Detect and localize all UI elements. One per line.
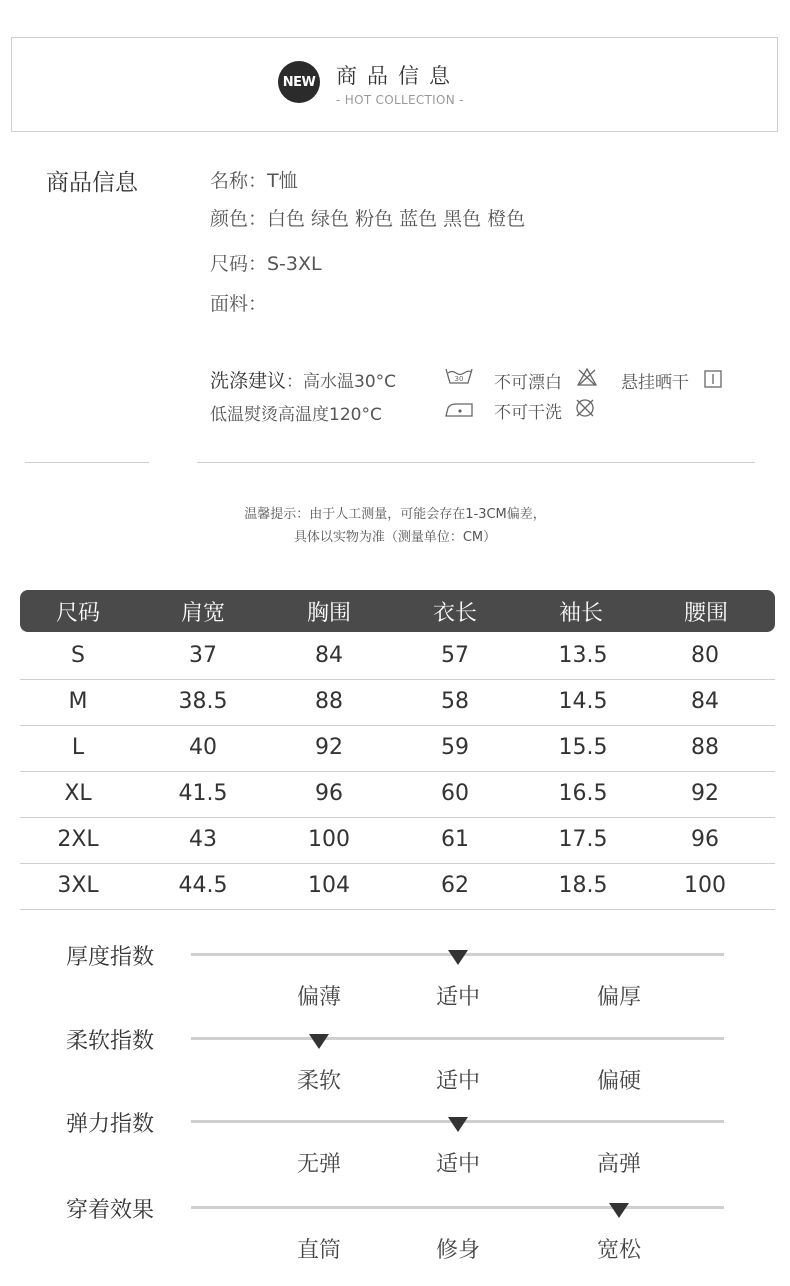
- cell-length: 61: [441, 827, 469, 852]
- cell-chest: 84: [315, 643, 343, 668]
- info-heading: 商品信息: [46, 170, 138, 196]
- table-row: [20, 863, 775, 910]
- header-subtitle: - HOT COLLECTION -: [336, 93, 464, 107]
- cell-shoulder: 38.5: [178, 689, 228, 714]
- cell-waist: 96: [691, 827, 719, 852]
- divider-left: [25, 462, 149, 463]
- cell-shoulder: 37: [189, 643, 217, 668]
- index-marker: [609, 1203, 629, 1218]
- no-bleach-text: 不可漂白: [494, 373, 562, 393]
- info-name: 名称：T恤: [210, 170, 298, 192]
- cell-length: 58: [441, 689, 469, 714]
- index-option: 偏硬: [596, 1069, 641, 1094]
- cell-shoulder: 43: [189, 827, 217, 852]
- index-label: 厚度指数: [66, 945, 155, 970]
- header-length: 衣长: [432, 601, 477, 626]
- index-option: 适中: [435, 985, 480, 1010]
- cell-size: 3XL: [57, 873, 99, 898]
- info-size: 尺码：S-3XL: [210, 253, 322, 275]
- cell-sleeve: 15.5: [558, 735, 608, 760]
- cell-sleeve: 13.5: [558, 643, 608, 668]
- index-label: 柔软指数: [66, 1029, 155, 1054]
- cell-chest: 104: [308, 873, 350, 898]
- cell-length: 62: [441, 873, 469, 898]
- wash-iron-temp: 低温熨烫高温度120°C: [210, 405, 382, 425]
- wash-water-temp: ：高水温30°C: [286, 372, 397, 392]
- cell-length: 57: [441, 643, 469, 668]
- header-size: 尺码: [55, 601, 100, 626]
- table-row: [20, 679, 775, 726]
- index-option: 适中: [435, 1152, 480, 1177]
- wash-tub-icon: [444, 366, 474, 390]
- table-row: [20, 633, 775, 680]
- cell-shoulder: 41.5: [178, 781, 228, 806]
- index-label: 穿着效果: [66, 1198, 155, 1223]
- cell-waist: 100: [684, 873, 726, 898]
- cell-chest: 100: [308, 827, 350, 852]
- index-option: 高弹: [596, 1152, 641, 1177]
- iron-icon: [444, 400, 474, 422]
- cell-size: M: [68, 689, 88, 714]
- cell-chest: 92: [315, 735, 343, 760]
- index-option: 偏厚: [596, 985, 641, 1010]
- header-chest: 胸围: [306, 601, 351, 626]
- cell-length: 60: [441, 781, 469, 806]
- tip-line-2: 具体以实物为准（测量单位：CM）: [293, 530, 497, 545]
- cell-waist: 84: [691, 689, 719, 714]
- hang-dry-icon: [704, 370, 722, 392]
- index-option: 适中: [435, 1069, 480, 1094]
- index-marker: [448, 1117, 468, 1132]
- wash-label: 洗涤建议: [210, 370, 287, 392]
- cell-sleeve: 17.5: [558, 827, 608, 852]
- table-row: [20, 771, 775, 818]
- cell-waist: 80: [691, 643, 719, 668]
- index-marker: [309, 1034, 329, 1049]
- cell-waist: 88: [691, 735, 719, 760]
- cell-waist: 92: [691, 781, 719, 806]
- index-option: 柔软: [296, 1069, 341, 1094]
- cell-size: L: [71, 735, 85, 760]
- index-option: 偏薄: [296, 985, 341, 1010]
- cell-sleeve: 16.5: [558, 781, 608, 806]
- index-option: 无弹: [296, 1152, 341, 1177]
- table-row: [20, 725, 775, 772]
- index-option: 修身: [435, 1238, 480, 1263]
- info-colors: 颜色：白色 绿色 粉色 蓝色 黑色 橙色: [210, 208, 526, 230]
- index-label: 弹力指数: [66, 1112, 155, 1137]
- no-dry-clean-icon: [574, 397, 596, 423]
- size-table-header: [20, 590, 775, 632]
- cell-size: S: [71, 643, 85, 668]
- hang-dry-text: 悬挂晒干: [621, 373, 689, 393]
- cell-chest: 88: [315, 689, 343, 714]
- cell-sleeve: 18.5: [558, 873, 608, 898]
- cell-sleeve: 14.5: [558, 689, 608, 714]
- cell-size: XL: [64, 781, 92, 806]
- no-dry-clean-text: 不可干洗: [494, 403, 562, 423]
- cell-shoulder: 40: [189, 735, 217, 760]
- header-shoulder: 肩宽: [180, 601, 225, 626]
- info-fabric: 面料：: [210, 293, 268, 315]
- cell-length: 59: [441, 735, 469, 760]
- header-waist: 腰围: [683, 601, 728, 626]
- no-bleach-icon: [576, 367, 598, 391]
- index-marker: [448, 950, 468, 965]
- new-badge: NEW: [278, 61, 320, 103]
- index-option: 直筒: [296, 1238, 341, 1263]
- cell-chest: 96: [315, 781, 343, 806]
- wash-section: [210, 366, 396, 393]
- index-track: [191, 1206, 724, 1209]
- divider-right: [197, 462, 755, 463]
- cell-shoulder: 44.5: [178, 873, 228, 898]
- index-option: 宽松: [596, 1238, 641, 1263]
- table-row: [20, 817, 775, 864]
- cell-size: 2XL: [57, 827, 99, 852]
- svg-text:30: 30: [454, 375, 464, 383]
- index-track: [191, 1037, 724, 1040]
- header-title: 商品信息: [336, 64, 460, 88]
- header-sleeve: 袖长: [558, 601, 603, 626]
- tip-line-1: 温馨提示：由于人工测量，可能会存在1-3CM偏差，: [244, 507, 546, 522]
